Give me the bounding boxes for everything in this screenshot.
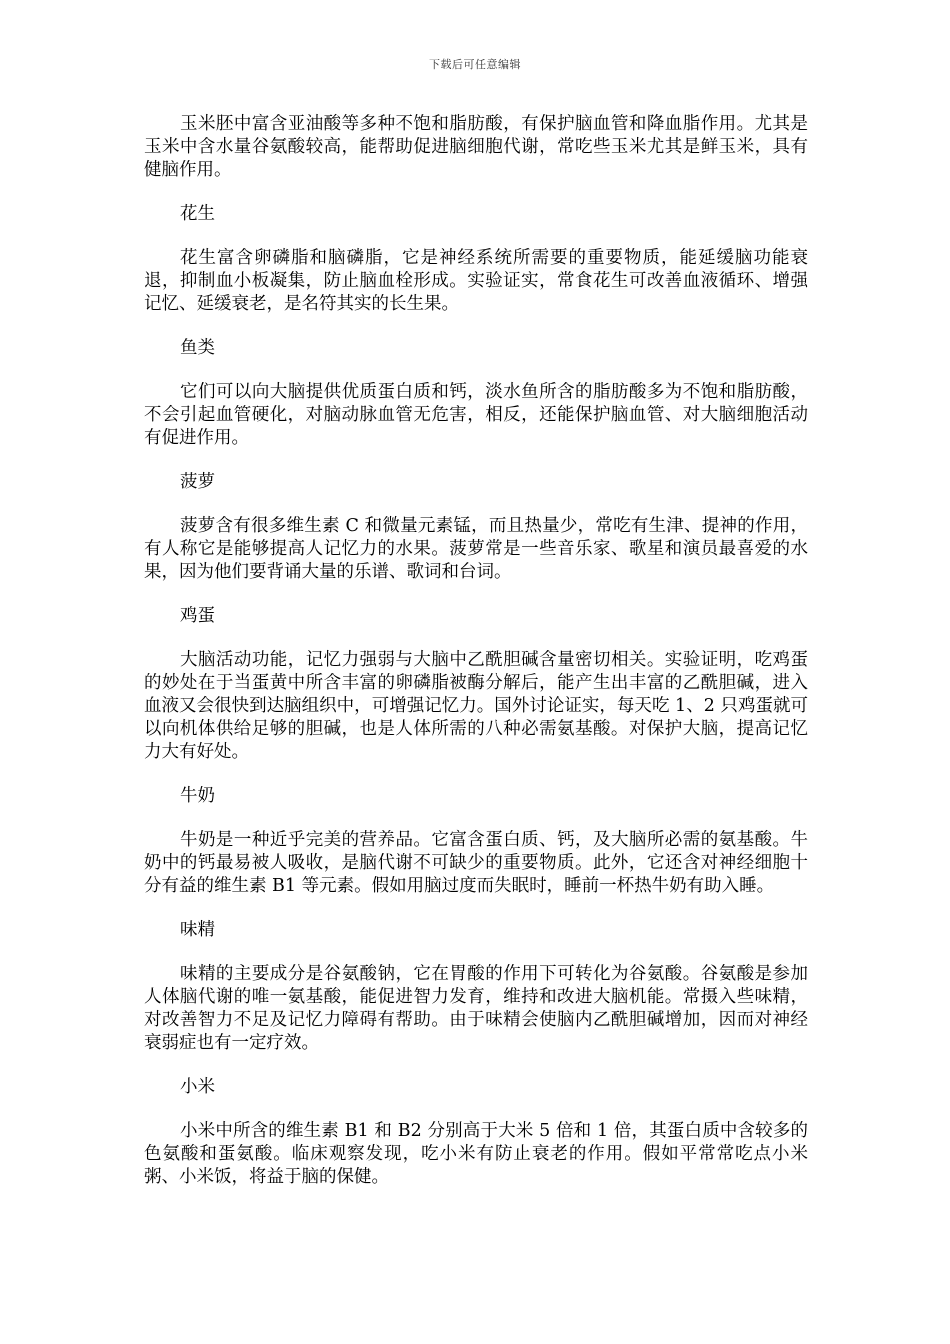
paragraph-pineapple: 菠萝含有很多维生素 C 和微量元素锰，而且热量少，常吃有生津、提神的作用，有人称它是能够提高人记忆力的水果。菠萝常是一些音乐家、歌星和演员最喜爱的水果，因为他们要背诵大量的乐谱、歌词和台词。 (144, 516, 808, 582)
paragraph-millet: 小米中所含的维生素 B1 和 B2 分别高于大米 5 倍和 1 倍，其蛋白质中含较多的色氨酸和蛋氨酸。临床观察发现，吃小米有防止衰老的作用。假如平常常吃点小米粥、小米饭，将益于脑的保健。 (144, 1121, 808, 1187)
document-body (144, 113, 808, 1189)
heading-egg: 鸡蛋 (180, 606, 215, 626)
heading-pineapple: 菠萝 (180, 472, 215, 492)
paragraph-milk: 牛奶是一种近乎完美的营养品。它富含蛋白质、钙，及大脑所必需的氨基酸。牛奶中的钙最易被人吸收，是脑代谢不可缺少的重要物质。此外，它还含对神经细胞十分有益的维生素 B1 等元素。假如用脑过度而失眠时，睡前一杯热牛奶有助入睡。 (144, 830, 808, 896)
paragraph-fish: 它们可以向大脑提供优质蛋白质和钙，淡水鱼所含的脂肪酸多为不饱和脂肪酸，不会引起血管硬化，对脑动脉血管无危害，相反，还能保护脑血管、对大脑细胞活动有促进作用。 (144, 382, 808, 448)
heading-msg: 味精 (180, 920, 215, 940)
paragraph-peanut: 花生富含卵磷脂和脑磷脂，它是神经系统所需要的重要物质，能延缓脑功能衰退，抑制血小板凝集，防止脑血栓形成。实验证实，常食花生可改善血液循环、增强记忆、延缓衰老，是名符其实的长生果。 (144, 248, 808, 314)
paragraph-corn: 玉米胚中富含亚油酸等多种不饱和脂肪酸，有保护脑血管和降血脂作用。尤其是玉米中含水量谷氨酸较高，能帮助促进脑细胞代谢，常吃些玉米尤其是鲜玉米，具有健脑作用。 (144, 114, 808, 180)
paragraph-msg: 味精的主要成分是谷氨酸钠，它在胃酸的作用下可转化为谷氨酸。谷氨酸是参加人体脑代谢的唯一氨基酸，能促进智力发育，维持和改进大脑机能。常摄入些味精，对改善智力不足及记忆力障碍有帮助。由于味精会使脑内乙酰胆碱增加，因而对神经衰弱症也有一定疗效。 (144, 964, 808, 1053)
heading-millet: 小米 (180, 1077, 215, 1097)
heading-peanut: 花生 (180, 204, 215, 224)
heading-milk: 牛奶 (180, 786, 215, 806)
page-header: 下载后可任意编辑 (429, 58, 521, 71)
paragraph-egg: 大脑活动功能，记忆力强弱与大脑中乙酰胆碱含量密切相关。实验证明，吃鸡蛋的妙处在于当蛋黄中所含丰富的卵磷脂被酶分解后，能产生出丰富的乙酰胆碱，进入血液又会很快到达脑组织中，可增强记忆力。国外讨论证实，每天吃 1、2 只鸡蛋就可以向机体供给足够的胆碱，也是人体所需的八种必需氨基酸。对保护大脑，提高记忆力大有好处。 (144, 650, 808, 762)
heading-fish: 鱼类 (180, 338, 215, 358)
